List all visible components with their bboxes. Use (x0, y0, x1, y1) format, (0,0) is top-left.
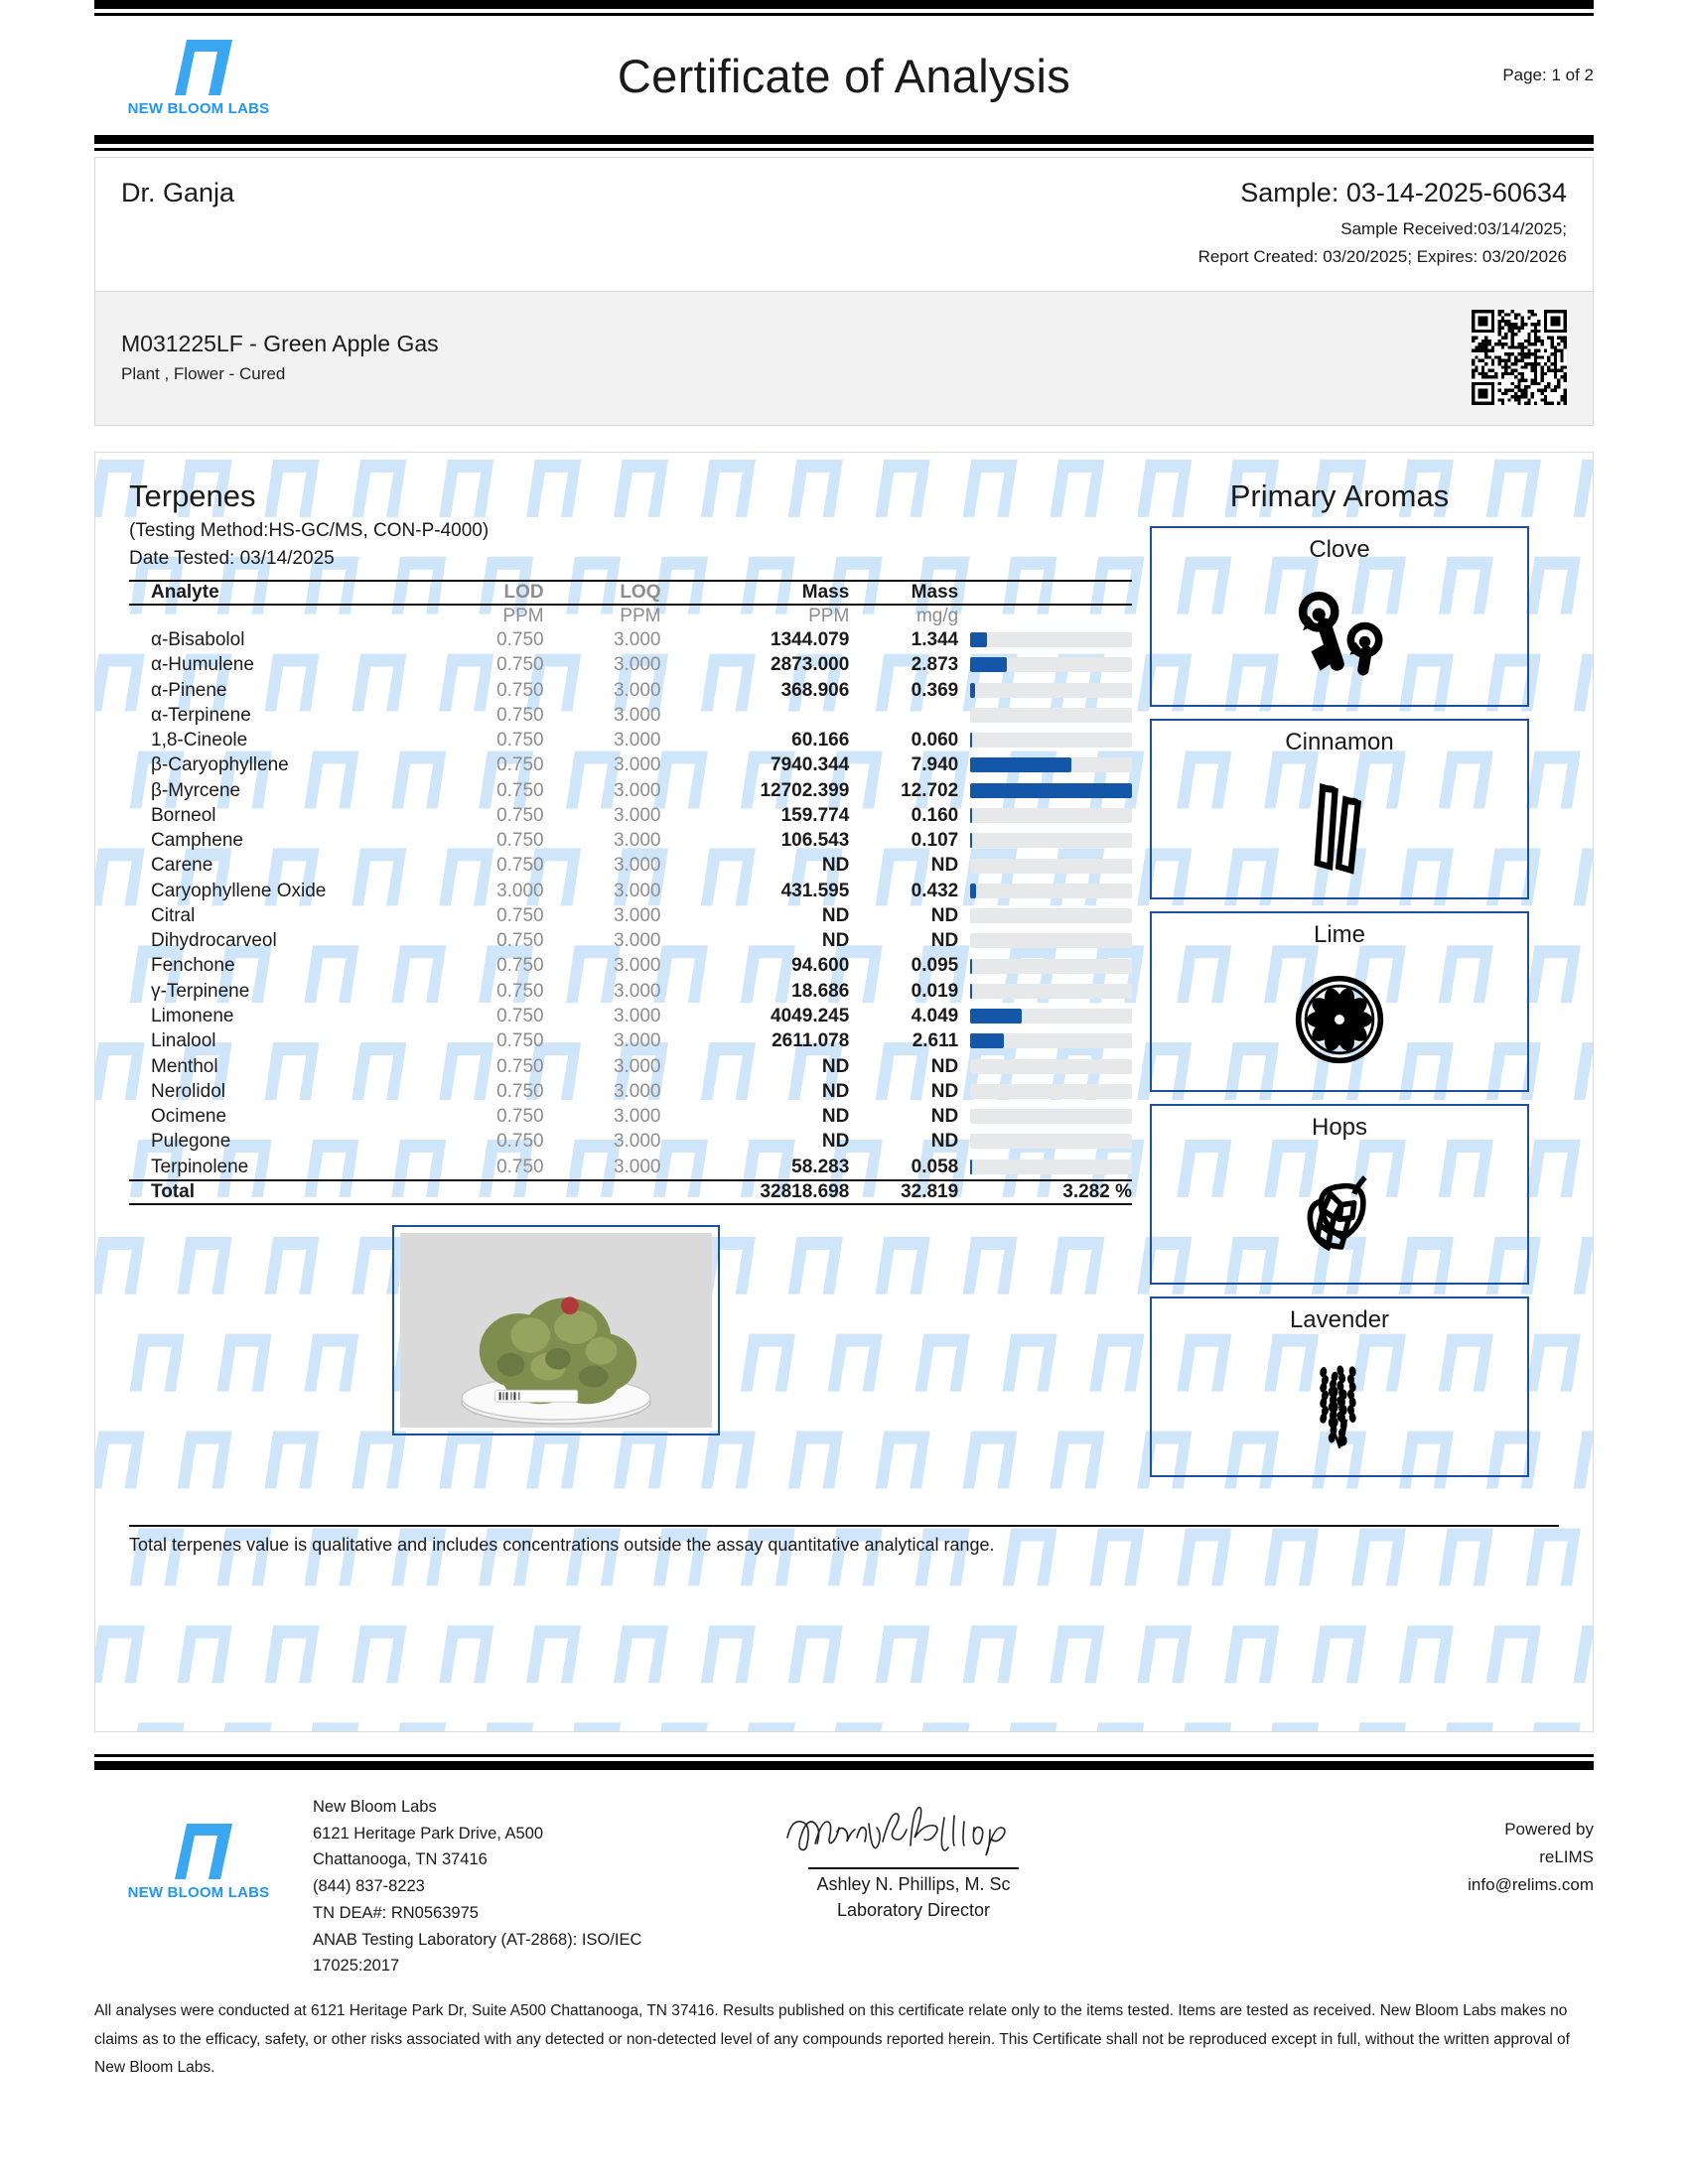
aroma-label: Lavender (1289, 1306, 1390, 1333)
product-info (94, 292, 1594, 426)
analyte-mass-mgg: 4.049 (911, 1005, 959, 1026)
table-row (129, 1054, 1132, 1079)
product-block (121, 331, 439, 384)
sample-report-dates: Report Created: 03/20/2025; Expires: 03/20/2026 (1197, 246, 1567, 266)
analyte-mass-mgg: 0.058 (911, 1156, 959, 1177)
analyte-lod: 0.750 (496, 730, 544, 751)
analyte-loq: 3.000 (613, 654, 661, 676)
flower-photo-graphic (400, 1233, 712, 1428)
aroma-label: Clove (1309, 536, 1370, 563)
bar-track (970, 959, 1132, 974)
analyte-mass-ppm: 4049.245 (771, 1005, 850, 1026)
table-row (129, 903, 1132, 928)
analyte-name: Ocimene (151, 1106, 227, 1128)
analyte-loq: 3.000 (613, 1131, 661, 1153)
analyte-bar-cell (958, 903, 1132, 928)
page-number: Page: 1 of 2 (1502, 66, 1594, 84)
analyte-lod: 0.750 (496, 1131, 544, 1153)
analyte-mass-ppm: 159.774 (780, 804, 850, 826)
bar-track (970, 984, 1132, 999)
analyte-lod: 0.750 (496, 1005, 544, 1026)
date-tested: Date Tested: 03/14/2025 (129, 548, 335, 569)
top-rule (94, 0, 1594, 9)
col-mass-mgg: Mass (849, 581, 958, 605)
header-rule (94, 135, 1594, 144)
analyte-name: β-Caryophyllene (151, 754, 289, 776)
col-mass-ppm: Mass (660, 581, 849, 605)
analyte-name: α-Terpinene (151, 704, 251, 726)
analyte-loq: 3.000 (613, 704, 661, 726)
aroma-card (1150, 526, 1529, 707)
bar-track (970, 783, 1132, 798)
analyte-mass-ppm: ND (821, 855, 850, 877)
analyte-bar-cell (958, 678, 1132, 703)
total-row (129, 1180, 1132, 1204)
analyte-lod: 0.750 (496, 679, 544, 701)
analyte-mass-mgg: 0.160 (911, 804, 959, 826)
unit-mass-mgg: mg/g (915, 606, 959, 626)
aroma-card (1150, 719, 1529, 899)
analyte-loq: 3.000 (613, 1055, 661, 1077)
analyte-name: Pulegone (151, 1131, 231, 1153)
page-footer (94, 1770, 1594, 1979)
analyte-mass-ppm: ND (821, 1106, 850, 1128)
table-row (129, 979, 1132, 1004)
lab-phone: (844) 837-8223 (313, 1877, 425, 1896)
lab-address-line1: 6121 Heritage Park Drive, A500 (313, 1824, 544, 1843)
analyte-loq: 3.000 (613, 904, 661, 926)
analyte-mass-ppm: ND (821, 1055, 850, 1077)
bar-fill (970, 984, 972, 999)
analyte-mass-ppm: 94.600 (791, 955, 850, 977)
table-row (129, 1004, 1132, 1028)
analyte-lod: 0.750 (496, 980, 544, 1002)
total-label: Total (129, 1180, 427, 1204)
analyte-mass-ppm: 12702.399 (760, 779, 850, 801)
table-row (129, 678, 1132, 703)
signature-block (680, 1794, 1147, 1921)
bar-fill (970, 657, 1007, 672)
brand-logo-text: NEW BLOOM LABS (127, 100, 270, 117)
analyte-loq: 3.000 (613, 679, 661, 701)
table-row (129, 1028, 1132, 1053)
analyte-mass-mgg: 12.702 (901, 779, 959, 801)
unit-lod: PPM (502, 606, 544, 626)
analyte-mass-ppm: ND (821, 904, 850, 926)
analyte-mass-ppm: 2873.000 (771, 654, 850, 676)
signature-line (808, 1867, 1019, 1869)
analyte-mass-ppm (660, 703, 849, 728)
analyte-mass-mgg: ND (930, 1055, 959, 1077)
analyte-lod: 0.750 (496, 654, 544, 676)
client-name: Dr. Ganja (121, 178, 235, 207)
sample-identity (1198, 178, 1567, 269)
analyte-mass-ppm: 106.543 (780, 830, 850, 852)
table-row (129, 627, 1132, 652)
analyte-lod: 0.750 (496, 930, 544, 952)
analyte-name: Terpinolene (151, 1156, 249, 1177)
sample-info (94, 157, 1594, 426)
analyte-loq: 3.000 (613, 930, 661, 952)
analyte-bar-cell (958, 1028, 1132, 1053)
analyte-loq: 3.000 (613, 1005, 661, 1026)
unit-loq: PPM (620, 606, 661, 626)
table-row (129, 728, 1132, 752)
bar-fill (970, 833, 972, 848)
analyte-lod: 0.750 (496, 1030, 544, 1052)
analyte-loq: 3.000 (613, 804, 661, 826)
analyte-bar-cell (958, 778, 1132, 803)
total-mgg: 32.819 (849, 1180, 958, 1204)
analyte-name: Dihydrocarveol (151, 930, 277, 952)
table-row (129, 853, 1132, 878)
analyte-mass-ppm: 431.595 (780, 880, 850, 901)
analyte-loq: 3.000 (613, 629, 661, 650)
table-row (129, 1079, 1132, 1104)
powered-by-block (1147, 1794, 1594, 1899)
analyte-name: β-Myrcene (151, 779, 241, 801)
analyte-name: γ-Terpinene (151, 980, 250, 1002)
bar-fill (970, 1033, 1003, 1048)
table-row (129, 778, 1132, 803)
analyte-mass-ppm: ND (821, 930, 850, 952)
analyte-bar-cell (958, 979, 1132, 1004)
bar-track (970, 859, 1132, 874)
analyte-lod: 0.750 (496, 830, 544, 852)
analyte-lod: 0.750 (496, 779, 544, 801)
analyte-mass-ppm: 2611.078 (772, 1030, 850, 1052)
analyte-name: Citral (151, 904, 196, 926)
terpenes-table-body (129, 627, 1132, 1180)
sample-id: Sample: 03-14-2025-60634 (1240, 178, 1567, 207)
powered-by-name: reLIMS (1539, 1847, 1594, 1867)
analyte-lod: 3.000 (496, 880, 544, 901)
analyte-lod: 0.750 (496, 804, 544, 826)
analyte-lod: 0.750 (496, 955, 544, 977)
analyte-bar-cell (958, 1079, 1132, 1104)
terpenes-note: Total terpenes value is qualitative and includes concentrations outside the assay quantitative analytical range. (129, 1535, 995, 1555)
aromas-list (1150, 526, 1529, 1477)
unit-analyte (129, 605, 427, 627)
lab-dea: TN DEA#: RN0563975 (313, 1903, 479, 1922)
analyte-loq: 3.000 (613, 955, 661, 977)
bar-track (970, 908, 1132, 923)
bar-track (970, 1109, 1132, 1124)
table-row (129, 1129, 1132, 1154)
analyte-mass-mgg: 0.060 (911, 730, 959, 751)
analyte-mass-mgg: ND (930, 1131, 959, 1153)
analyte-mass-ppm: 60.166 (791, 730, 850, 751)
qr-code[interactable] (1472, 310, 1567, 405)
analyte-mass-ppm: 18.686 (791, 980, 850, 1002)
analyte-mass-mgg: ND (930, 930, 959, 952)
hops-icon (1294, 1142, 1385, 1283)
analyte-name: α-Bisabolol (151, 629, 245, 650)
bar-track (970, 1160, 1132, 1174)
lime-icon (1293, 949, 1386, 1090)
lavender-icon (1297, 1334, 1382, 1475)
analyte-loq: 3.000 (613, 1156, 661, 1177)
table-header-row (129, 581, 1132, 605)
col-lod: LOD (427, 581, 544, 605)
analyte-mass-mgg: ND (930, 904, 959, 926)
bar-track (970, 833, 1132, 848)
bar-track (970, 1084, 1132, 1099)
header-rule-thin (94, 148, 1594, 151)
analyte-mass-mgg (849, 703, 958, 728)
bar-track (970, 1134, 1132, 1149)
bar-track (970, 757, 1132, 772)
analyte-loq: 3.000 (613, 1030, 661, 1052)
analyte-mass-mgg: 2.611 (912, 1030, 959, 1052)
analyte-lod: 0.750 (496, 704, 544, 726)
analyte-mass-mgg: 2.873 (911, 654, 959, 676)
analyte-lod: 0.750 (496, 754, 544, 776)
bar-track (970, 933, 1132, 948)
analyte-bar-cell (958, 803, 1132, 828)
footer-logo-text: NEW BLOOM LABS (127, 1884, 270, 1901)
sample-received: Sample Received:03/14/2025; (1340, 219, 1567, 238)
terpenes-title: Terpenes (129, 478, 256, 513)
analyte-bar-cell (958, 828, 1132, 853)
lab-address (303, 1794, 680, 1979)
analyte-mass-mgg: 0.432 (911, 880, 959, 901)
bar-track (970, 708, 1132, 723)
analyte-lod: 0.750 (496, 1106, 544, 1128)
analyte-name: Caryophyllene Oxide (151, 880, 327, 901)
aroma-label: Lime (1313, 921, 1366, 948)
bar-track (970, 1009, 1132, 1024)
total-ppm: 32818.698 (660, 1180, 849, 1204)
table-row (129, 1104, 1132, 1129)
disclaimer-text: All analyses were conducted at 6121 Heritage Park Dr, Suite A500 Chattanooga, TN 37416. Results published on this certificate relate only to the items tested. Items are tested as received. New Bloom Labs makes no claims as to the efficacy, safety, or other risks associated with any detected or non-detected level of any compounds reported herein. This Certificate shall not be reproduced except in full, without the written approval of New Bloom Labs. (94, 2002, 1570, 2077)
analyte-name: Carene (151, 855, 213, 877)
aroma-label: Cinnamon (1285, 729, 1394, 755)
analyte-mass-mgg: 0.095 (911, 955, 959, 977)
analyte-mass-mgg: 0.369 (911, 679, 959, 701)
analyte-name: Camphene (151, 830, 243, 852)
unit-mass-ppm: PPM (808, 606, 850, 626)
powered-by-label: Powered by (1504, 1820, 1594, 1839)
page-title: Certificate of Analysis (617, 49, 1071, 102)
bar-track (970, 884, 1132, 898)
bar-fill (970, 683, 975, 698)
analyte-bar-cell (958, 703, 1132, 728)
signer-role: Laboratory Director (836, 1900, 991, 1920)
table-row (129, 828, 1132, 853)
table-row (129, 803, 1132, 828)
sample-info-top (94, 157, 1594, 292)
analyte-mass-mgg: 0.107 (911, 830, 959, 852)
analyte-name: α-Humulene (151, 654, 254, 676)
aroma-card (1150, 1297, 1529, 1477)
table-row (129, 928, 1132, 953)
signature-icon (779, 1794, 1048, 1865)
analyte-bar-cell (958, 1104, 1132, 1129)
analyte-name: α-Pinene (151, 679, 227, 701)
analyte-bar-cell (958, 1129, 1132, 1154)
analyte-bar-cell (958, 752, 1132, 777)
cinnamon-icon (1300, 756, 1379, 897)
analyte-bar-cell (958, 1004, 1132, 1028)
analyte-bar-cell (958, 1054, 1132, 1079)
analyte-mass-mgg: ND (930, 1080, 959, 1102)
analyte-loq: 3.000 (613, 730, 661, 751)
sample-photo-frame (392, 1225, 720, 1435)
table-row (129, 953, 1132, 978)
analyte-lod: 0.750 (496, 1080, 544, 1102)
analyte-mass-ppm: ND (821, 1080, 850, 1102)
lab-name: New Bloom Labs (313, 1798, 437, 1816)
analyte-name: Limonene (151, 1005, 234, 1026)
analyte-mass-mgg: ND (930, 855, 959, 877)
analyte-loq: 3.000 (613, 754, 661, 776)
analyte-lod: 0.750 (496, 855, 544, 877)
bar-fill (970, 733, 972, 748)
analyte-bar-cell (958, 627, 1132, 652)
analyte-bar-cell (958, 928, 1132, 953)
analyte-mass-ppm: 368.906 (780, 679, 850, 701)
analyte-mass-ppm: 58.283 (791, 1156, 850, 1177)
analyte-mass-ppm: 7940.344 (771, 754, 850, 776)
clove-icon (1288, 564, 1391, 705)
bar-track (970, 683, 1132, 698)
analyte-loq: 3.000 (613, 855, 661, 877)
analyte-bar-cell (958, 1155, 1132, 1180)
aroma-card (1150, 911, 1529, 1092)
bar-fill (970, 1009, 1022, 1024)
sample-photo (400, 1233, 712, 1428)
aroma-label: Hops (1311, 1114, 1368, 1141)
analyte-name: Borneol (151, 804, 216, 826)
analyte-mass-mgg: ND (930, 1106, 959, 1128)
signer-name: Ashley N. Phillips, M. Sc (816, 1874, 1011, 1894)
aroma-card (1150, 1104, 1529, 1285)
analyte-bar-cell (958, 853, 1132, 878)
bar-fill (970, 783, 1132, 798)
analyte-loq: 3.000 (613, 830, 661, 852)
table-row (129, 652, 1132, 677)
analyte-lod: 0.750 (496, 629, 544, 650)
analyte-bar-cell (958, 652, 1132, 677)
col-analyte: Analyte (129, 581, 427, 605)
bar-track (970, 733, 1132, 748)
bar-fill (970, 632, 987, 647)
analyte-mass-mgg: 0.019 (911, 980, 959, 1002)
bar-track (970, 657, 1132, 672)
product-name: M031225LF - Green Apple Gas (121, 331, 439, 356)
analyte-mass-ppm: 1344.079 (771, 629, 850, 650)
analyte-name: Menthol (151, 1055, 218, 1077)
bar-fill (970, 757, 1071, 772)
powered-by-email[interactable]: info@relims.com (1468, 1875, 1594, 1895)
analyte-mass-mgg: 7.940 (911, 754, 959, 776)
col-bar (958, 581, 1132, 605)
table-row (129, 752, 1132, 777)
testing-method: (Testing Method:HS-GC/MS, CON-P-4000) (129, 520, 490, 541)
page-header (94, 16, 1594, 135)
analyte-name: Nerolidol (151, 1080, 225, 1102)
analyte-loq: 3.000 (613, 880, 661, 901)
bar-track (970, 1059, 1132, 1074)
bar-fill (970, 959, 972, 974)
table-row (129, 703, 1132, 728)
col-loq: LOQ (544, 581, 661, 605)
analyte-name: Fenchone (151, 955, 235, 977)
terpenes-section (129, 478, 1132, 1477)
analyte-bar-cell (958, 879, 1132, 903)
analyte-loq: 3.000 (613, 779, 661, 801)
product-type: Plant , Flower - Cured (121, 364, 286, 383)
analyte-lod: 0.750 (496, 904, 544, 926)
lab-address-line2: Chattanooga, TN 37416 (313, 1850, 488, 1869)
bar-track (970, 1033, 1132, 1048)
analyte-name: Linalool (151, 1030, 216, 1052)
table-units-row (129, 605, 1132, 627)
analyte-mass-mgg: 1.344 (911, 629, 959, 650)
table-row (129, 1155, 1132, 1180)
analyte-mass-ppm: ND (821, 1131, 850, 1153)
analyte-loq: 3.000 (613, 1106, 661, 1128)
analyte-lod: 0.750 (496, 1055, 544, 1077)
aromas-title: Primary Aromas (1229, 478, 1450, 513)
analyte-bar-cell (958, 953, 1132, 978)
terpenes-table (129, 580, 1132, 1205)
bar-fill (970, 1160, 972, 1174)
lab-accreditation-line1: ANAB Testing Laboratory (AT-2868): ISO/IEC (313, 1930, 642, 1949)
analyte-loq: 3.000 (613, 1080, 661, 1102)
total-percent: 3.282 % (958, 1180, 1132, 1204)
analyte-lod: 0.750 (496, 1156, 544, 1177)
aromas-section (1132, 478, 1529, 1477)
bar-track (970, 808, 1132, 823)
analyte-bar-cell (958, 728, 1132, 752)
bar-track (970, 632, 1132, 647)
table-row (129, 879, 1132, 903)
terpenes-table-foot (129, 1180, 1132, 1205)
new-bloom-labs-logo-icon (157, 1818, 240, 1879)
lab-accreditation-line2: 17025:2017 (313, 1957, 400, 1976)
footer-logo (94, 1794, 303, 1901)
results-panel (94, 452, 1594, 1732)
bar-fill (970, 808, 972, 823)
analyte-name: 1,8-Cineole (151, 730, 248, 751)
footer-rule (94, 1761, 1594, 1770)
analyte-loq: 3.000 (613, 980, 661, 1002)
bar-fill (970, 884, 976, 898)
